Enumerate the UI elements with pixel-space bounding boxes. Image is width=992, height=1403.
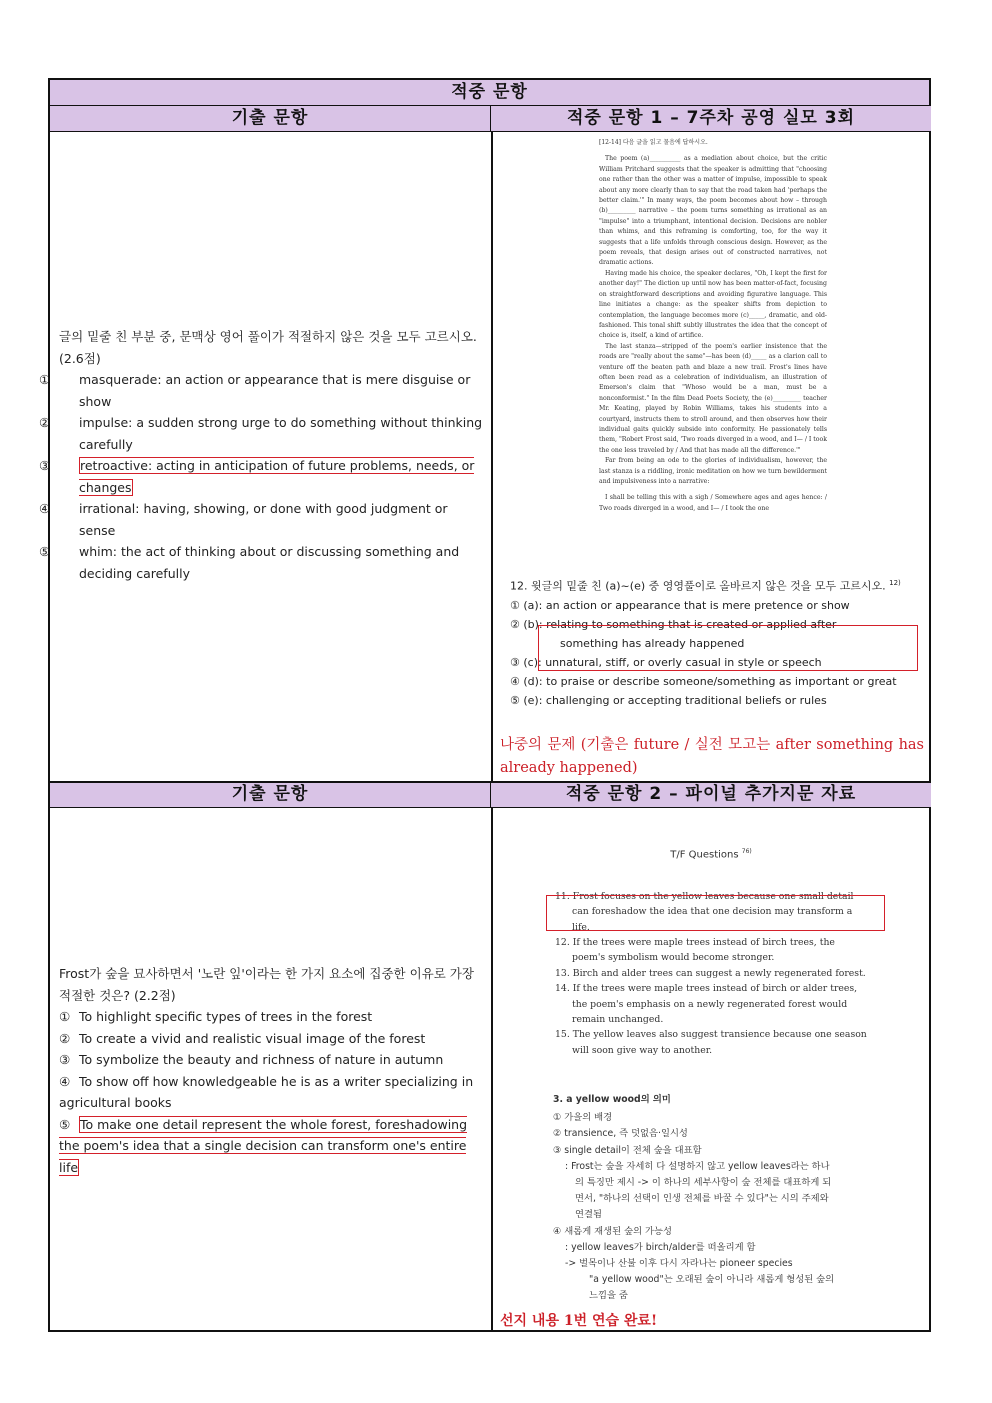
exam1-option-2: ② impulse: a sudden strong urge to do something without thinking carefully — [39, 415, 483, 452]
hit2-meaning-line-5: 의 특징만 제시 -> 이 하나의 세부사항이 숲 전체를 대표하게 되 — [575, 1177, 832, 1189]
column-divider-2 — [491, 808, 493, 1332]
hit2-meaning-block — [553, 1092, 883, 1305]
hit2-meaning-line-9: : yellow leaves가 birch/alder를 떠올리게 함 — [565, 1241, 756, 1253]
hit1-option-3: ③ (c): unnatural, stiff, or overly casual in style or speech — [510, 655, 822, 669]
hit2-meaning-line-11: "a yellow wood"는 오래된 숲이 아니라 새롭게 형성된 숲의 — [589, 1274, 835, 1286]
right-title-1: 적중 문항 1 – 7주차 공영 실모 3회 — [566, 108, 856, 128]
hit2-meaning-line-1: ① 가을의 배경 — [553, 1112, 613, 1124]
main-title: 적중 문항 — [451, 82, 528, 102]
hit2-tf-title: T/F Questions $^{76)}$ — [670, 848, 752, 861]
column-divider-1 — [491, 132, 493, 781]
exam-question-2 — [59, 963, 483, 1178]
hit1-paragraph-4: Far from being an ode to the glories of individualism, however, the last stanza is a riddling, ironic meditation on how we turn bewilderment and impulsiveness into a narrative: — [599, 457, 827, 485]
hit1-paragraph-1: The poem (a)__________ as a mediation about choice, but the critic William Pritchard suggests that the speaker is admitting that "choosing one rather than the other was a matter of impulse, impossible to speak about any more clearly than to say that the road taken had 'perhaps the better claim.'" In many ways, the poem becomes about how – through (b)_________ narrative – the poem turns something as irrational as an "impulse" into a triumphant, intentional decision. Decisions are nobler than whims, and this reframing is comforting, too, for the way it suggests that a life unfolds through conscious design. However, as the poem reveals, that design arises out of constructed narratives, not dramatic actions. — [599, 155, 827, 267]
exam2-option-4: ④ To show off how knowledgeable he is as a writer specializing in agricultural books — [59, 1073, 474, 1110]
hit2-tf-item-15: 15. The yellow leaves also suggest transience because one season will soon give way to another. — [555, 1029, 867, 1056]
hit2-meaning-line-10: -> 벌목이나 산불 이후 다시 자라나는 pioneer species — [565, 1258, 793, 1270]
right-title-2: 적중 문항 2 – 파이널 추가지문 자료 — [565, 784, 857, 804]
exam2-option-5-highlight: To make one detail represent the whole forest, foreshadowing the poem's idea that a single decision can transform one's entire life — [59, 1116, 468, 1175]
exam2-option-5: ⑤ To make one detail represent the whole forest, foreshadowing the poem's idea that a single decision can transform one's entire life — [59, 1116, 468, 1175]
exam1-option-1: ① masquerade: an action or appearance that is mere disguise or show — [39, 372, 471, 409]
hit1-question-stem: 12. 윗글의 밑줄 친 (a)~(e) 중 영영풀이로 올바르지 않은 것을 모두 고르시오. $^{12)}$ — [510, 579, 901, 593]
exam2-option-1: ① To highlight specific types of trees in the forest — [59, 1009, 373, 1024]
right-header-2 — [491, 783, 931, 808]
hit1-option-5: ⑤ (e): challenging or accepting traditional beliefs or rules — [510, 693, 827, 707]
hit2-tf-item-11: 11. Frost focuses on the yellow leaves because one small detail can foreshadow the idea that one decision may transform a life. — [555, 890, 854, 933]
hit2-note: 선지 내용 1번 연습 완료! — [500, 1313, 658, 1329]
exam1-option-5: ⑤ whim: the act of thinking about or discussing something and deciding carefully — [39, 544, 460, 581]
exam1-option-3-highlight: retroactive: acting in anticipation of future problems, needs, or changes — [79, 458, 475, 495]
main-title-row — [50, 80, 929, 106]
hit2-meaning-line-8: ④ 새롭게 재생된 숲의 가능성 — [553, 1225, 672, 1237]
exam1-option-3: ③ retroactive: acting in anticipation of future problems, needs, or changes — [39, 458, 475, 495]
hit1-option-1: ① (a): an action or appearance that is mere pretence or show — [510, 598, 850, 612]
hit2-tf-item-14: 14. If the trees were maple trees instead of birch or alder trees, the poem's emphasis on a newly regenerated forest would remain unchanged. — [555, 983, 858, 1025]
exam2-option-2: ② To create a vivid and realistic visual image of the forest — [59, 1030, 426, 1046]
exam2-option-3: ③ To symbolize the beauty and richness of nature in autumn — [59, 1052, 444, 1067]
hit1-note: 나중의 문제 (기출은 future / 실전 모고는 after something has already happened) — [500, 737, 924, 776]
hit2-meaning-line-3: ③ single detail이 전체 숲을 대표함 — [553, 1144, 702, 1156]
hit1-paragraph-3: The last stanza—stripped of the poem's earlier insistence that the roads are "really about the same"—has been (d)_____ as a clarion call to venture off the beaten path and blaze a new trail. Frost's lines have often been read as a celebration of individualism, an illustration of Emerson's claim that "Whoso would be a man, must be a nonconformist." In the film Dead Poets Society, the (e)_________ teacher Mr. Keating, played by Robin Williams, takes his students into a courtyard, instructs them to stroll around, and then observes how their individual gaits quickly subside into conformity. He passionately tells them, "Robert Frost said, 'Two roads diverged in a wood, and I— / I took the one less traveled by / And that has made all the difference.'" — [599, 342, 827, 454]
exam2-stem: Frost가 숲을 묘사하면서 '노란 잎'이라는 한 가지 요소에 집중한 이유로 가장 적절한 것은? (2.2점) — [59, 966, 474, 1003]
left-title-2: 기출 문항 — [231, 784, 309, 804]
hit1-paragraph-5: I shall be telling this with a sigh / Somewhere ages and ages hence: / Two roads diverged in a wood, and I— / I took the one — [599, 494, 827, 512]
exam1-stem: 글의 밑줄 친 부분 중, 문맥상 영어 풀이가 적절하지 않은 것을 모두 고르시오. (2.6점) — [59, 329, 477, 366]
hit2-tf-item-12: 12. If the trees were maple trees instead of birch trees, the poem's symbolism would become stronger. — [555, 936, 835, 964]
hit2-meaning-line-4: : Frost는 숲을 자세히 다 설명하지 않고 yellow leaves라는 하나 — [565, 1160, 830, 1172]
exam1-option-4: ④ irrational: having, showing, or done with good judgment or sense — [39, 501, 448, 538]
hit2-tf-block — [555, 844, 867, 1058]
hit1-option-2-cont: something has already happened — [560, 636, 745, 650]
hit1-paragraph-2: Having made his choice, the speaker declares, "Oh, I kept the first for another day!" The diction up until now has been matter-of-fact, focusing on straightforward descriptions and avoiding figurative language. This line initiates a change: as the speaker shifts from depiction to contemplation, the language becomes more (c)_____, dramatic, and old-fashioned. This tonal shift subtly illustrates the idea that the concept of choice is, itself, a kind of artifice. — [599, 269, 827, 340]
hit2-tf-item-11-highlight — [546, 895, 885, 931]
hit1-option-4: ④ (d): to praise or describe someone/something as important or great — [510, 674, 897, 688]
right-header-1 — [491, 106, 931, 132]
hit1-source: [12-14] 다음 글을 읽고 물음에 답하시오. — [599, 139, 708, 146]
left-title-1: 기출 문항 — [231, 108, 309, 128]
hit-question-table — [39, 78, 931, 1332]
hit2-meaning-title: 3. a yellow wood의 의미 — [553, 1094, 671, 1105]
hit1-option-2-highlight — [538, 625, 918, 671]
hit2-meaning-line-2: ② transience, 즉 덧없음·일시성 — [553, 1128, 688, 1140]
hit2-meaning-line-7: 연결됨 — [575, 1209, 602, 1221]
hit2-meaning-line-6: 면서, "하나의 선택이 인생 전체를 바꿀 수 있다"는 시의 주제와 — [575, 1193, 829, 1205]
hit1-passage — [599, 138, 827, 558]
exam-question-1 — [39, 326, 483, 584]
hit2-meaning-line-12: 느낌을 줌 — [589, 1290, 628, 1302]
left-header-1 — [50, 106, 491, 132]
hit2-tf-item-13: 13. Birch and alder trees can suggest a newly regenerated forest. — [555, 967, 866, 979]
hit1-option-2: ② (b): relating to something that is created or applied after — [510, 617, 837, 631]
left-header-2 — [50, 783, 491, 808]
